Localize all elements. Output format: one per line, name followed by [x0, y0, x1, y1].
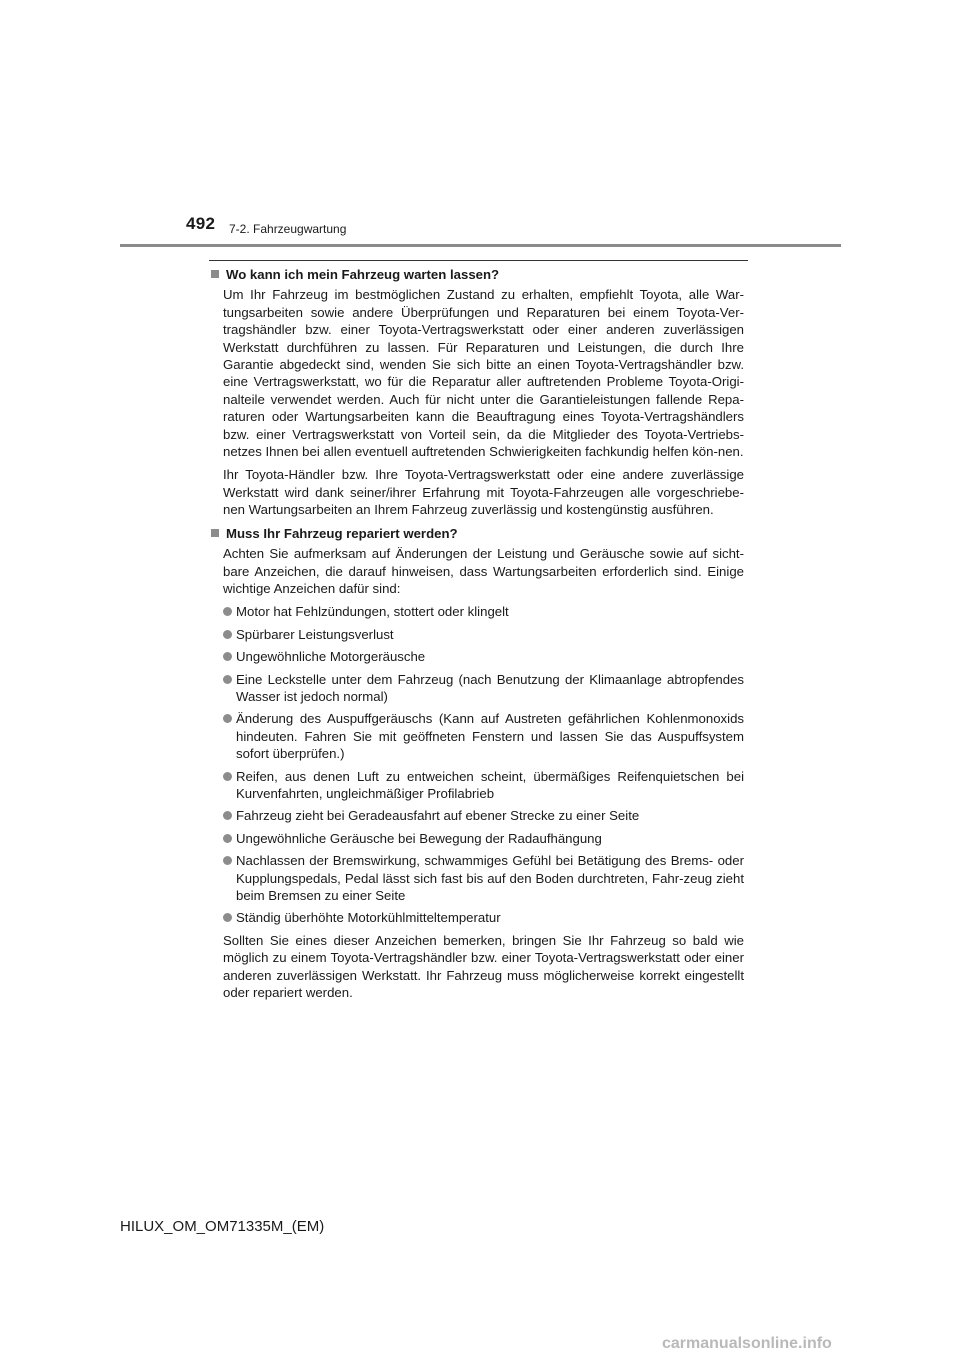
list-item	[223, 909, 744, 926]
paragraph: Achten Sie aufmerksam auf Änderungen der Leistung und Geräusche sowie auf sicht-bare Anzeichen, die darauf hinweisen, dass Wartungsarbeiten erforderlich sind. Einige wichtige Anzeichen dafür sind:	[223, 546, 744, 596]
list-item-text: Nachlassen der Bremswirkung, schwammiges Gefühl bei Betätigung des Brems- oder Kupplungspedals, Pedal lässt sich fast bis auf den Boden durchtreten, Fahr-zeug zieht beim Bremsen zu einer Seite	[236, 853, 744, 903]
page-content	[209, 266, 744, 1007]
page-number: 492	[186, 214, 216, 233]
list-item-text: Spürbarer Leistungsverlust	[236, 626, 394, 642]
circle-bullet-icon	[223, 834, 232, 843]
content-divider	[209, 260, 748, 261]
paragraph: Sollten Sie eines dieser Anzeichen bemerken, bringen Sie Ihr Fahrzeug so bald wie möglich zu einem Toyota-Vertragshändler bzw. einer Toyota-Vertragswerkstatt oder einer anderen zuverlässigen Werkstatt. Ihr Fahrzeug muss möglicherweise korrekt eingestellt oder repariert werden.	[223, 932, 744, 1001]
list-item-text: Ständig überhöhte Motorkühlmitteltemperatur	[236, 910, 501, 926]
circle-bullet-icon	[223, 811, 232, 820]
header-divider	[120, 244, 841, 247]
circle-bullet-icon	[223, 856, 232, 865]
circle-bullet-icon	[223, 913, 232, 922]
list-item	[223, 671, 744, 706]
list-item-text: Ungewöhnliche Motorgeräusche	[236, 649, 426, 665]
list-item-text: Fahrzeug zieht bei Geradeausfahrt auf ebener Strecke zu einer Seite	[236, 808, 640, 824]
circle-bullet-icon	[223, 630, 232, 639]
section-heading	[209, 266, 744, 283]
list-item	[223, 603, 744, 620]
list-item	[223, 768, 744, 803]
paragraph: Um Ihr Fahrzeug im bestmöglichen Zustand zu erhalten, empfiehlt Toyota, alle War-tungsarbeiten sowie andere Überprüfungen und Reparaturen bei einem Toyota-Ver-tragshändler bzw. einer Toyota-Vertragswerkstatt oder einer anderen zuverlässigen Werkstatt durchführen zu lassen. Für Reparaturen und Leistungen, die durch Ihre Garantie abgedeckt sind, wenden Sie sich bitte an einen Toyota-Vertragshändler bzw. eine Vertragswerkstatt, wo für die Reparatur aller auftretenden Probleme Toyota-Origi-nalteile verwendet werden. Auch für nicht unter die Garantieleistungen fallende Repa-raturen oder Wartungsarbeiten kann die Beauftragung eines Toyota-Vertragshändlers bzw. einer Vertragswerkstatt von Vorteil sein, da die Mitglieder des Toyota-Vertriebs-netzes Ihnen bei allen eventuell auftretenden Schwierigkeiten fachkundig helfen kön-nen.	[223, 287, 744, 460]
list-item	[223, 852, 744, 904]
section-heading-text: Wo kann ich mein Fahrzeug warten lassen?	[226, 267, 500, 282]
circle-bullet-icon	[223, 772, 232, 781]
list-item	[223, 710, 744, 762]
section-heading-text: Muss Ihr Fahrzeug repariert werden?	[226, 525, 458, 541]
list-item-text: Änderung des Auspuffgeräuschs (Kann auf Austreten gefährlichen Kohlenmonoxids hindeuten. Fahren Sie mit geöffneten Fenstern und lassen Sie das Auspuffsystem sofort überprüfen.)	[236, 711, 744, 762]
square-bullet-icon	[211, 270, 219, 278]
list-item	[223, 626, 744, 643]
circle-bullet-icon	[223, 652, 232, 661]
chapter-title: 7-2. Fahrzeugwartung	[229, 222, 347, 236]
circle-bullet-icon	[223, 675, 232, 684]
square-bullet-icon	[211, 529, 219, 537]
list-item-text: Eine Leckstelle unter dem Fahrzeug (nach Benutzung der Klimaanlage abtropfendes Wasser ist jedoch normal)	[236, 671, 744, 704]
paragraph: Ihr Toyota-Händler bzw. Ihre Toyota-Vertragswerkstatt oder eine andere zuverlässige Werkstatt wird dank seiner/ihrer Erfahrung mit Toyota-Fahrzeugen alle vorgeschriebe-nen Wartungsarbeiten an Ihrem Fahrzeug zuverlässig und kostengünstig ausführen.	[223, 467, 744, 518]
section-heading	[209, 525, 744, 542]
list-item-text: Ungewöhnliche Geräusche bei Bewegung der Radaufhängung	[236, 830, 602, 846]
list-item-text: Reifen, aus denen Luft zu entweichen scheint, übermäßiges Reifenquietschen bei Kurvenfahrten, ungleichmäßiger Profilabrieb	[236, 768, 744, 801]
list-item	[223, 648, 744, 665]
list-item	[223, 830, 744, 847]
document-id: HILUX_OM_OM71335M_(EM)	[120, 1218, 325, 1235]
list-item	[223, 807, 744, 824]
watermark: carmanualsonline.info	[662, 1335, 832, 1352]
list-item-text: Motor hat Fehlzündungen, stottert oder klingelt	[236, 604, 509, 620]
circle-bullet-icon	[223, 607, 232, 616]
circle-bullet-icon	[223, 714, 232, 723]
